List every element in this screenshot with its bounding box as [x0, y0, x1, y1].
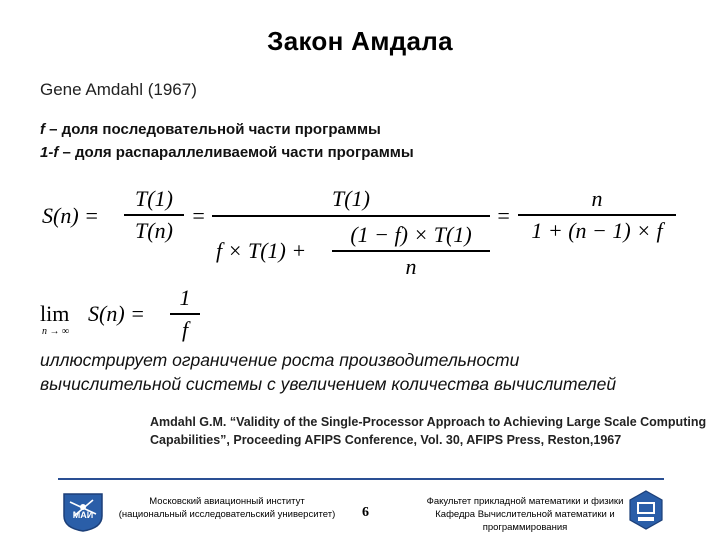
footer-divider [58, 478, 664, 480]
faculty-logo [628, 490, 664, 530]
definition-1-f [40, 144, 414, 161]
definition-f [40, 121, 381, 138]
footer-line: Московский авиационный институт [149, 496, 305, 507]
equals-sign: = [496, 203, 511, 228]
fraction-numerator: 1 [179, 285, 191, 310]
fraction-bar [170, 313, 200, 315]
fraction-numerator: T(1) [135, 186, 173, 211]
fraction-bar [518, 214, 676, 216]
fraction-denominator: 1 + (n − 1) × f [531, 217, 663, 243]
equals-sign: = [191, 203, 206, 228]
fraction-numerator: n [591, 186, 603, 211]
fraction-denominator: f [181, 316, 189, 342]
description-line: вычислительной системы с увеличением количества вычислителей [40, 374, 617, 394]
fraction-expanded-denominator: f × T(1) + [216, 238, 307, 263]
definition-text: – доля распараллеливаемой части программы [58, 144, 414, 161]
fraction-denominator: n [405, 253, 417, 279]
definition-text: – доля последовательной части программы [45, 121, 381, 138]
author-line: Gene Amdahl (1967) [40, 80, 197, 99]
fraction-inner [332, 222, 490, 280]
reference [150, 413, 706, 449]
definition-symbol: 1-f [40, 144, 59, 161]
limit-subscript: n → ∞ [42, 326, 70, 337]
fraction-bar [332, 250, 490, 252]
footer-line: Факультет прикладной математики и физики [426, 496, 624, 507]
definition-symbol: f [40, 121, 45, 138]
formula-lhs: S(n) = [42, 203, 99, 228]
fraction-denominator: T(n) [135, 217, 173, 243]
fraction-t1-over-tn [124, 186, 184, 244]
reference-line: Amdahl G.M. “Validity of the Single-Processor Approach to Achieving Large Scale Computing [150, 415, 707, 429]
logo-text: МАИ [72, 510, 94, 520]
fraction-one-over-f [170, 285, 200, 343]
limit-operator: lim [40, 301, 70, 326]
footer-line: программирования [482, 522, 568, 533]
mai-logo [60, 490, 106, 532]
footer-institute [112, 495, 342, 521]
page-number: 6 [362, 505, 369, 520]
fraction-bar [212, 215, 490, 217]
limit-body: S(n) = [88, 301, 145, 326]
footer-line: Кафедра Вычислительной математики и [435, 509, 615, 520]
fraction-expanded-numerator: T(1) [332, 186, 370, 211]
description-line: иллюстрирует ограничение роста производительности [40, 350, 520, 370]
reference-line: Capabilities”, Proceeding AFIPS Conference, Vol. 30, AFIPS Press, Reston,1967 [150, 433, 622, 447]
footer-line: (национальный исследовательский университет) [118, 509, 336, 520]
footer-department [410, 495, 640, 534]
fraction-final [518, 186, 676, 244]
fraction-bar [124, 214, 184, 216]
fraction-numerator: (1 − f) × T(1) [350, 222, 472, 247]
description [40, 348, 616, 396]
slide-title: Закон Амдала [267, 26, 453, 56]
